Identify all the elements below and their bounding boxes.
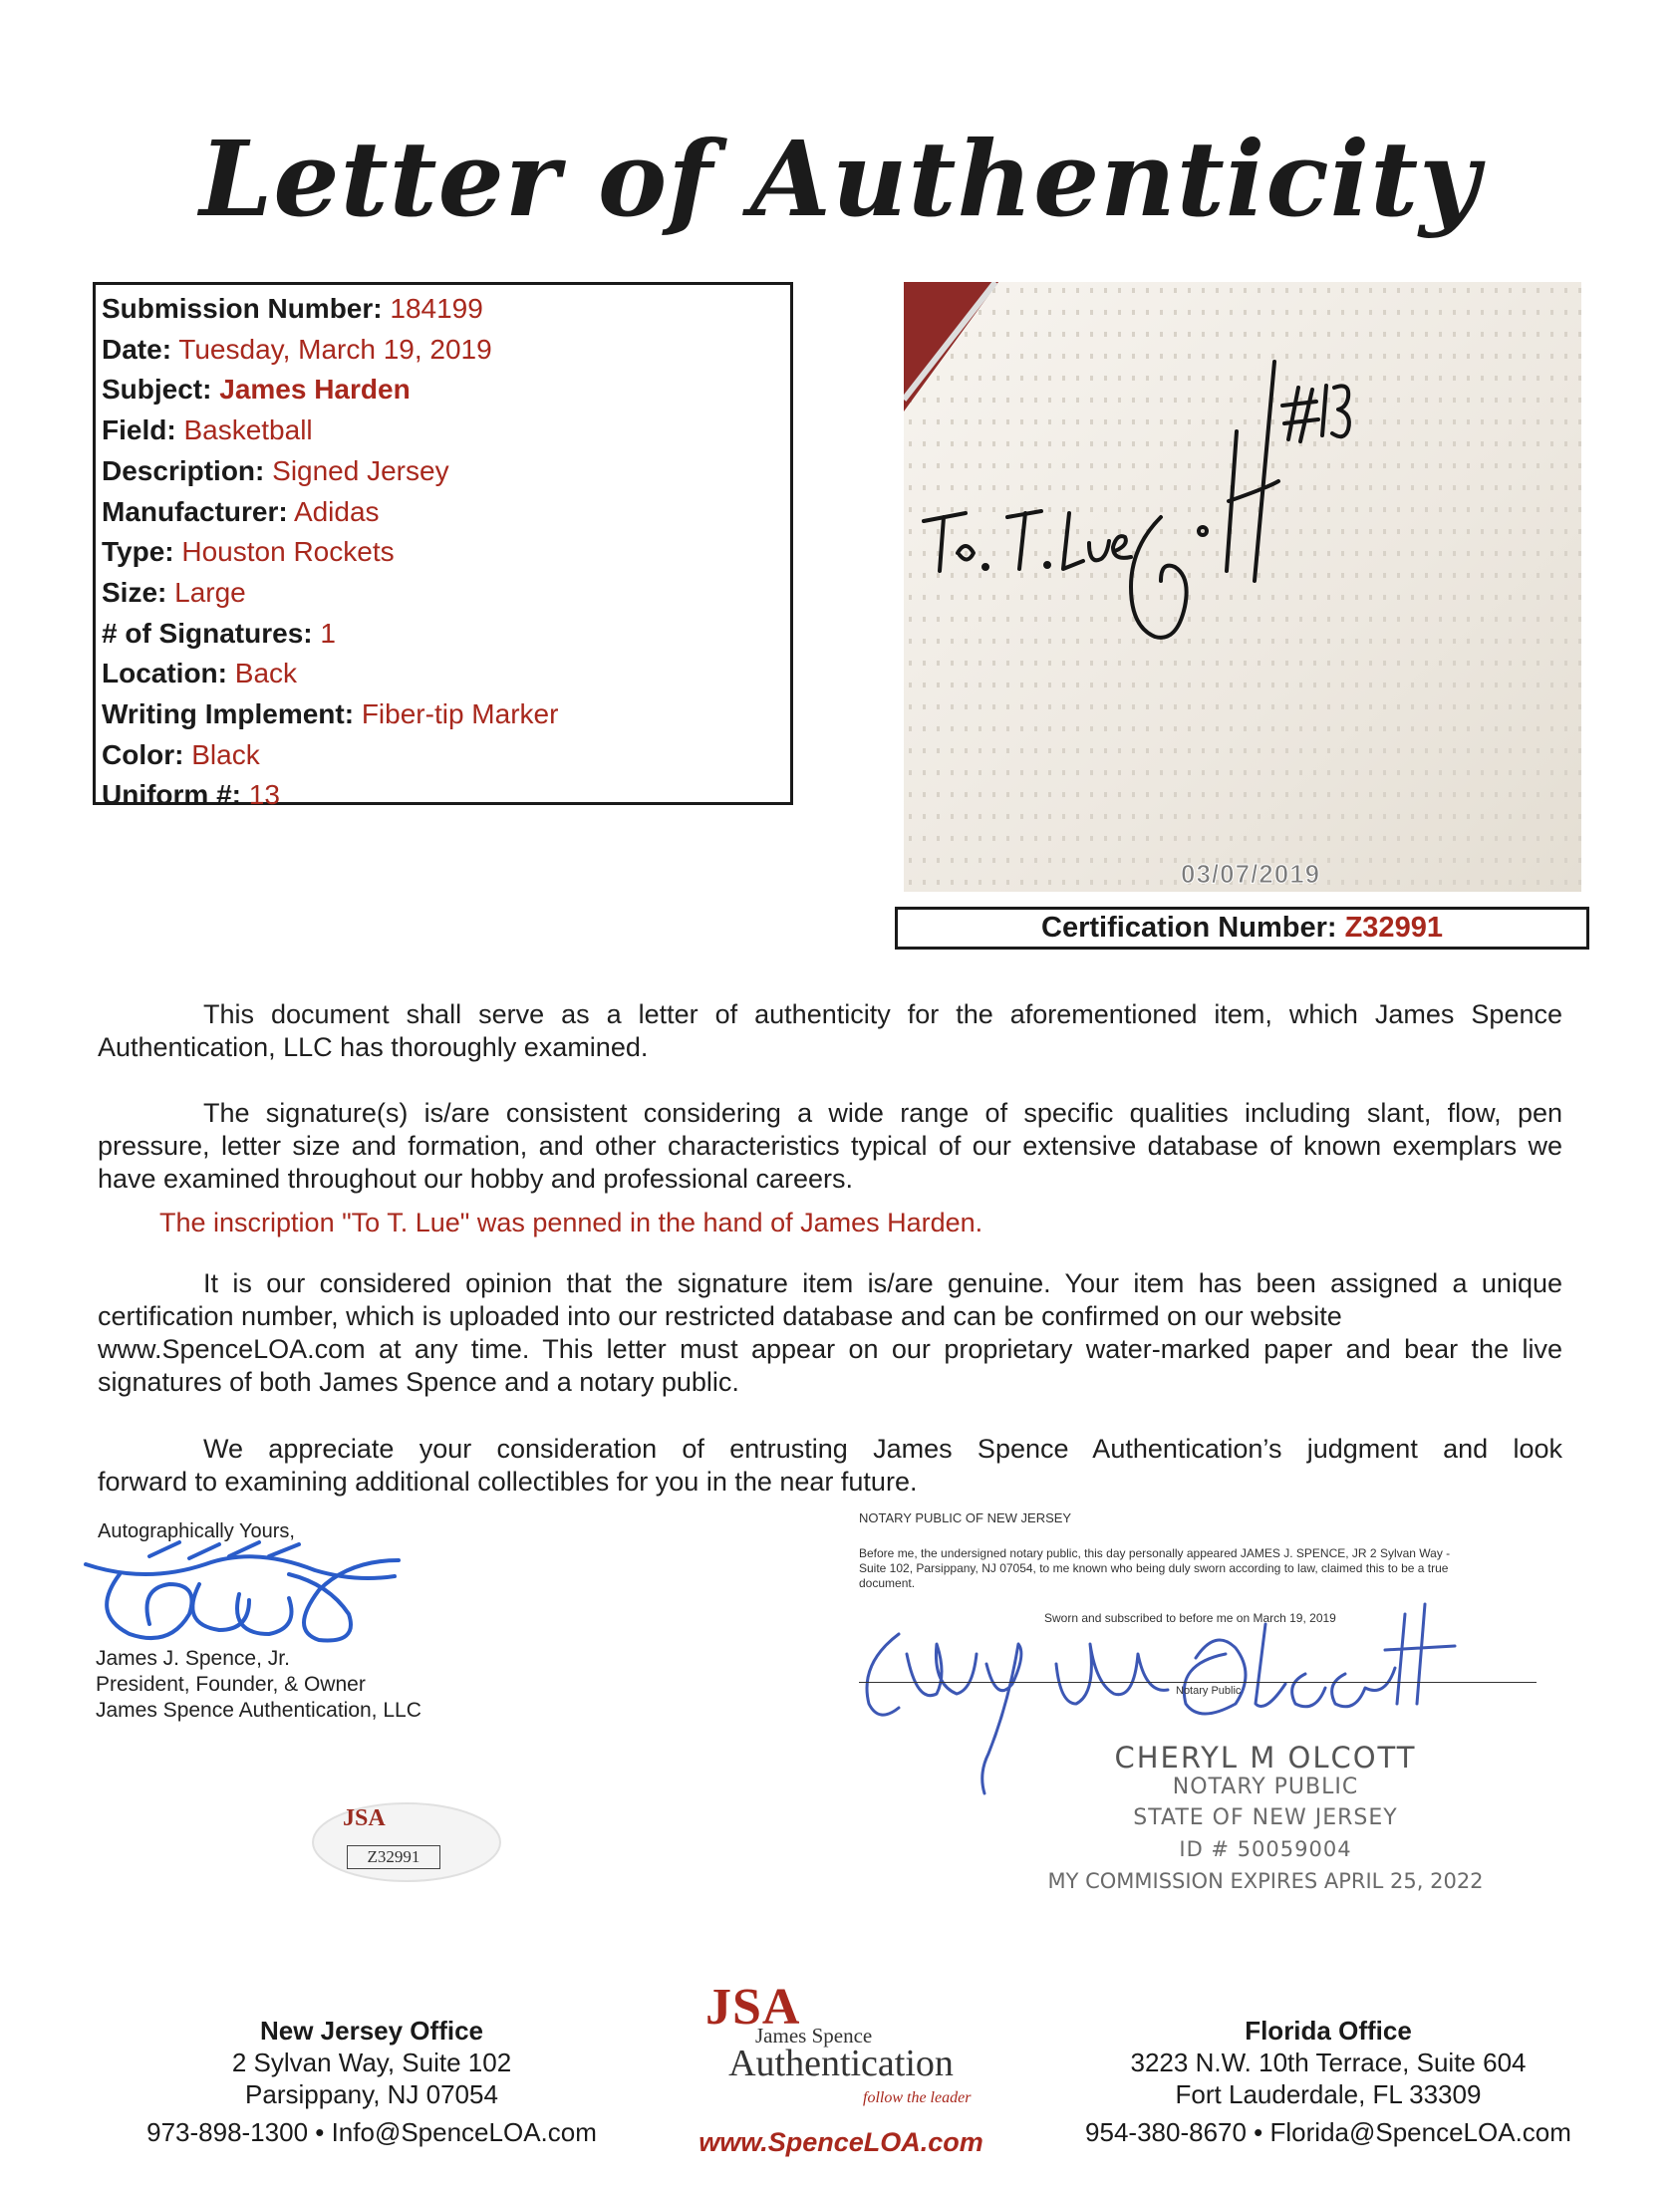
- paragraph-line: certification number, which is uploaded into our restricted database and can be confirmed on our website: [98, 1301, 1342, 1331]
- new-jersey-office: [93, 2015, 651, 2148]
- detail-label: Submission Number:: [102, 293, 383, 324]
- jsa-footer-logo: [684, 1978, 998, 2157]
- photo-date-stamp: 03/07/2019: [1181, 859, 1321, 889]
- detail-label: Size:: [102, 576, 167, 608]
- signatory-block: [96, 1646, 421, 1724]
- florida-office: [1044, 2015, 1612, 2148]
- detail-value: Tuesday, March 19, 2019: [178, 333, 492, 365]
- detail-row: [102, 573, 790, 614]
- detail-row: [102, 330, 790, 371]
- logo-brand: JSA: [705, 1979, 801, 2036]
- notary-line: document.: [859, 1576, 916, 1590]
- detail-row: [102, 654, 790, 694]
- notary-line: Before me, the undersigned notary public, this day personally appeared JAMES J. SPENCE, JR 2 Sylvan Way -: [859, 1546, 1451, 1560]
- detail-value: 1: [320, 617, 336, 649]
- detail-row: [102, 532, 790, 573]
- office-line: Fort Lauderdale, FL 33309: [1175, 2079, 1482, 2109]
- detail-label: Field:: [102, 414, 176, 446]
- sticker-number: Z32991: [347, 1845, 440, 1869]
- paragraph-analysis: [98, 1097, 1562, 1196]
- page-title: Letter of Authenticity: [199, 118, 1481, 240]
- detail-value: Back: [234, 658, 298, 689]
- detail-label: Subject:: [102, 374, 212, 406]
- office-line: Parsippany, NJ 07054: [245, 2079, 498, 2109]
- notary-statement: [859, 1546, 1556, 1591]
- office-heading: New Jersey Office: [259, 2016, 483, 2046]
- signatory-role: President, Founder, & Owner: [96, 1673, 366, 1696]
- office-contact: 973-898-1300 • Info@SpenceLOA.com: [146, 2117, 597, 2147]
- detail-value: 184199: [390, 293, 483, 324]
- jsa-hologram-sticker: [311, 1801, 502, 1883]
- detail-value: Adidas: [293, 495, 380, 527]
- notary-stamp-state: STATE OF NEW JERSEY: [1133, 1805, 1398, 1830]
- paragraph-line: signatures of both James Spence and a notary public.: [98, 1367, 739, 1397]
- detail-row: [102, 289, 790, 330]
- detail-label: Manufacturer:: [102, 495, 288, 527]
- detail-label: Uniform #:: [102, 779, 241, 811]
- cert-label: Certification Number:: [1041, 912, 1337, 944]
- cert-value: Z32991: [1344, 912, 1443, 944]
- detail-label: Description:: [102, 454, 265, 486]
- detail-row: [102, 735, 790, 776]
- paragraph-opinion: [98, 1267, 1562, 1399]
- detail-row: [102, 614, 790, 655]
- notary-sworn-date: Sworn and subscribed to before me on March 19, 2019: [1044, 1611, 1336, 1625]
- jersey-image: [904, 282, 1581, 892]
- notary-line: Suite 102, Parsippany, NJ 07054, to me known who being duly sworn according to law, claimed this to be a true: [859, 1561, 1449, 1575]
- paragraph-line: This document shall serve as a letter of authenticity for the aforementioned item, which James Spence: [203, 999, 1562, 1029]
- inscription-note: The inscription "To T. Lue" was penned in the hand of James Harden.: [159, 1208, 983, 1237]
- office-heading: Florida Office: [1245, 2016, 1412, 2046]
- paragraph-line: It is our considered opinion that the signature item is/are genuine. Your item has been assigned a unique: [203, 1268, 1562, 1298]
- detail-label: Type:: [102, 536, 174, 568]
- paragraph-line: Authentication, LLC has thoroughly examined.: [98, 1032, 649, 1062]
- signatory-name: James J. Spence, Jr.: [96, 1647, 290, 1670]
- signed-jersey-photo: [904, 282, 1581, 892]
- office-contact: 954-380-8670 • Florida@SpenceLOA.com: [1085, 2117, 1571, 2147]
- detail-label: Color:: [102, 738, 184, 770]
- detail-label: Location:: [102, 658, 227, 689]
- detail-row: [102, 370, 790, 410]
- submission-details-box: [93, 282, 793, 811]
- sticker-brand: JSA: [343, 1805, 386, 1831]
- detail-label: Date:: [102, 333, 172, 365]
- detail-row: [102, 694, 790, 735]
- detail-row: [102, 775, 790, 816]
- notary-stamp-id: ID # 50059004: [1179, 1837, 1352, 1861]
- website-link[interactable]: www.SpenceLOA.com: [699, 2127, 983, 2157]
- detail-label: # of Signatures:: [102, 617, 313, 649]
- office-line: 3223 N.W. 10th Terrace, Suite 604: [1130, 2048, 1527, 2077]
- detail-value: Black: [191, 738, 260, 770]
- paragraph-line: We appreciate your consideration of entrusting James Spence Authentication’s judgment and look: [203, 1434, 1562, 1464]
- notary-stamp-name: CHERYL M OLCOTT: [1114, 1741, 1417, 1775]
- paragraph-line: The signature(s) is/are consistent considering a wide range of specific qualities including slant, flow, pen: [203, 1098, 1562, 1128]
- detail-value: 13: [248, 779, 280, 811]
- spence-signature: [80, 1534, 428, 1654]
- paragraph-closing: [98, 1433, 1562, 1499]
- detail-value: Signed Jersey: [272, 454, 449, 486]
- detail-value: Houston Rockets: [181, 536, 395, 568]
- logo-name: Authentication: [728, 2043, 954, 2084]
- certification-number-box: [895, 907, 1589, 950]
- detail-row: [102, 410, 790, 451]
- detail-value: James Harden: [219, 374, 411, 406]
- notary-heading: NOTARY PUBLIC OF NEW JERSEY: [859, 1510, 1072, 1525]
- office-line: 2 Sylvan Way, Suite 102: [231, 2048, 512, 2077]
- detail-value: Large: [174, 576, 246, 608]
- detail-row: [102, 492, 790, 533]
- detail-value: Fiber-tip Marker: [361, 698, 559, 730]
- closing-salutation: Autographically Yours,: [98, 1520, 295, 1542]
- logo-sub: James Spence: [755, 2024, 873, 2048]
- detail-label: Writing Implement:: [102, 698, 355, 730]
- notary-signature-line: [859, 1682, 1537, 1683]
- paragraph-intro: [98, 998, 1562, 1064]
- logo-tagline: follow the leader: [863, 2089, 972, 2106]
- notary-stamp-title: NOTARY PUBLIC: [1172, 1775, 1359, 1799]
- detail-value: Basketball: [183, 414, 313, 446]
- notary-stamp-expiry: MY COMMISSION EXPIRES APRIL 25, 2022: [1047, 1869, 1484, 1893]
- paragraph-line: have examined throughout our hobby and professional careers.: [98, 1164, 853, 1194]
- detail-row: [102, 451, 790, 492]
- paragraph-line: forward to examining additional collectibles for you in the near future.: [98, 1467, 918, 1497]
- sticker-outline: [311, 1801, 502, 1883]
- paragraph-line: pressure, letter size and formation, and other characteristics typical of our extensive database of known exemplars we: [98, 1131, 1562, 1161]
- paragraph-line: www.SpenceLOA.com at any time. This letter must appear on our proprietary water-marked paper and bear the live: [98, 1334, 1562, 1364]
- signatory-company: James Spence Authentication, LLC: [96, 1699, 421, 1722]
- notary-line-label: Notary Public: [1176, 1685, 1242, 1697]
